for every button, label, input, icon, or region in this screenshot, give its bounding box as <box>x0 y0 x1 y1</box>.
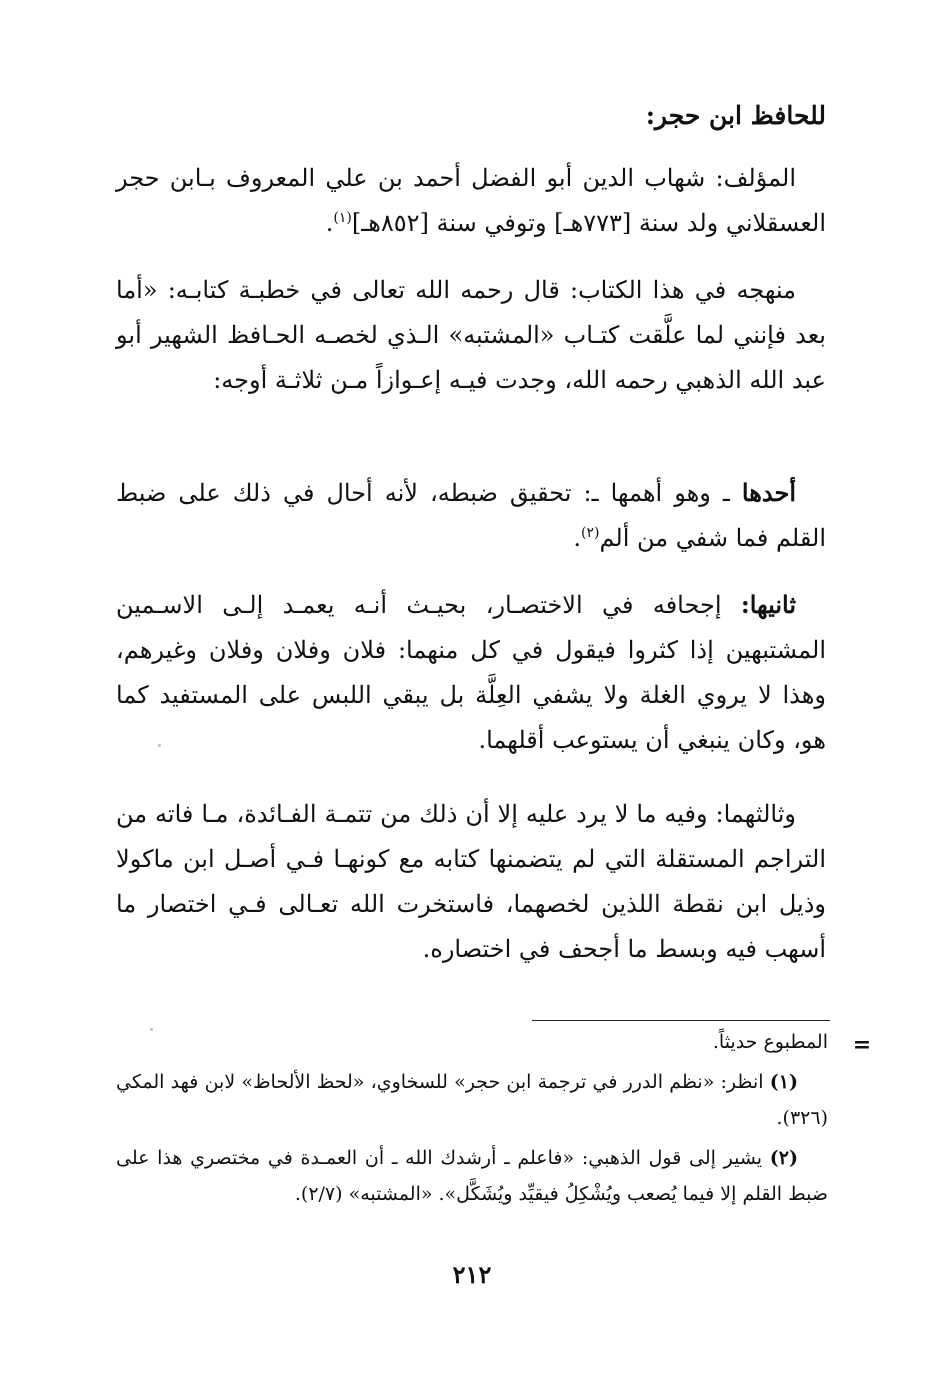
first-point-end: . <box>573 524 581 552</box>
section-heading: للحافظ ابن حجر: <box>645 101 826 130</box>
third-point-text: وثالثهما: وفيه ما لا يرد عليه إلا أن ذلك من تتمـة الفـائدة، مـا فاته من التراجم المستقلة التي لم يتضمنها كتابه مع كونهـا فـي أصـل ابن ماكولا وذيل ابن نقطة اللذين لخصهما، فاستخرت الله تعـالى فـي اختصار ما أسهب فيه وبسط ما أجحف في اختصاره. <box>116 800 826 963</box>
third-point-paragraph <box>116 792 826 972</box>
footnote-continuation-mark: = <box>852 1032 872 1058</box>
first-point-lead: أحدها <box>741 478 796 507</box>
first-point-paragraph <box>116 470 826 561</box>
method-paragraph <box>116 268 826 403</box>
author-paragraph <box>116 156 826 246</box>
footnote-ref-1[interactable]: (١) <box>333 210 352 226</box>
footnote-continued: المطبوع حديثاً. <box>712 1031 828 1053</box>
scan-speck <box>158 744 161 747</box>
author-text: المؤلف: شهاب الدين أبو الفضل أحمد بن علي المعروف بـابن حجر العسقلاني ولد سنة [٧٧٣هـ] وتوفي سنة [٨٥٢هـ] <box>116 164 826 237</box>
second-point-text: إجحافه في الاختصـار، بحيـث أنـه يعمـد إلـى الاسـمين المشتبهين إذا كثروا فيقول في كل منهما: فلان وفلان وفلان وغيرهم، وهذا لا يروي الغلة ولا يشفي العِلَّة بل يبقي اللبس على المستفيد كما هو، وكان ينبغي أن يستوعب أقلهما. <box>116 591 826 754</box>
author-end: . <box>325 209 334 237</box>
footnote-2-number: (٢) <box>769 1147 798 1169</box>
footnote-1-text: انظر: «نظم الدرر في ترجمة ابن حجر» للسخاوي، «لحظ الألحاظ» لابن فهد المكي (٣٢٦). <box>116 1071 828 1129</box>
footnote-1 <box>116 1064 828 1136</box>
second-point-paragraph <box>116 582 826 763</box>
page-number: ٢١٢ <box>452 1260 492 1289</box>
footnotes <box>116 1024 828 1212</box>
footnote-separator <box>532 1020 830 1021</box>
footnote-ref-2[interactable]: (٢) <box>580 525 600 541</box>
method-text: منهجه في هذا الكتاب: قال رحمه الله تعالى في خطبـة كتابـه: «أما بعد فإنني لما علَّقت كتـاب «المشتبه» الـذي لخصـه الحـافظ الشهير أبو عبد الله الذهبي رحمه الله، وجدت فيـه إعـوازاً مـن ثلاثـة أوجه: <box>116 276 826 394</box>
first-point-text: ـ وهو أهمها ـ: تحقيق ضبطه، لأنه أحال في ذلك على ضبط القلم فما شفي من ألم <box>116 479 826 552</box>
scan-speck <box>150 1028 153 1031</box>
footnote-1-number: (١) <box>769 1071 798 1093</box>
footnote-2 <box>116 1140 828 1212</box>
second-point-lead: ثانيها: <box>740 590 796 619</box>
footnote-2-text: يشير إلى قول الذهبي: «فاعلم ـ أرشدك الله ـ أن العمـدة في مختصري هذا على ضبط القلم إلا فيما يُصعب ويُشْكِلُ فيقيِّد ويُشَكَّل». «المشتبه» (٢/٧). <box>116 1147 828 1205</box>
